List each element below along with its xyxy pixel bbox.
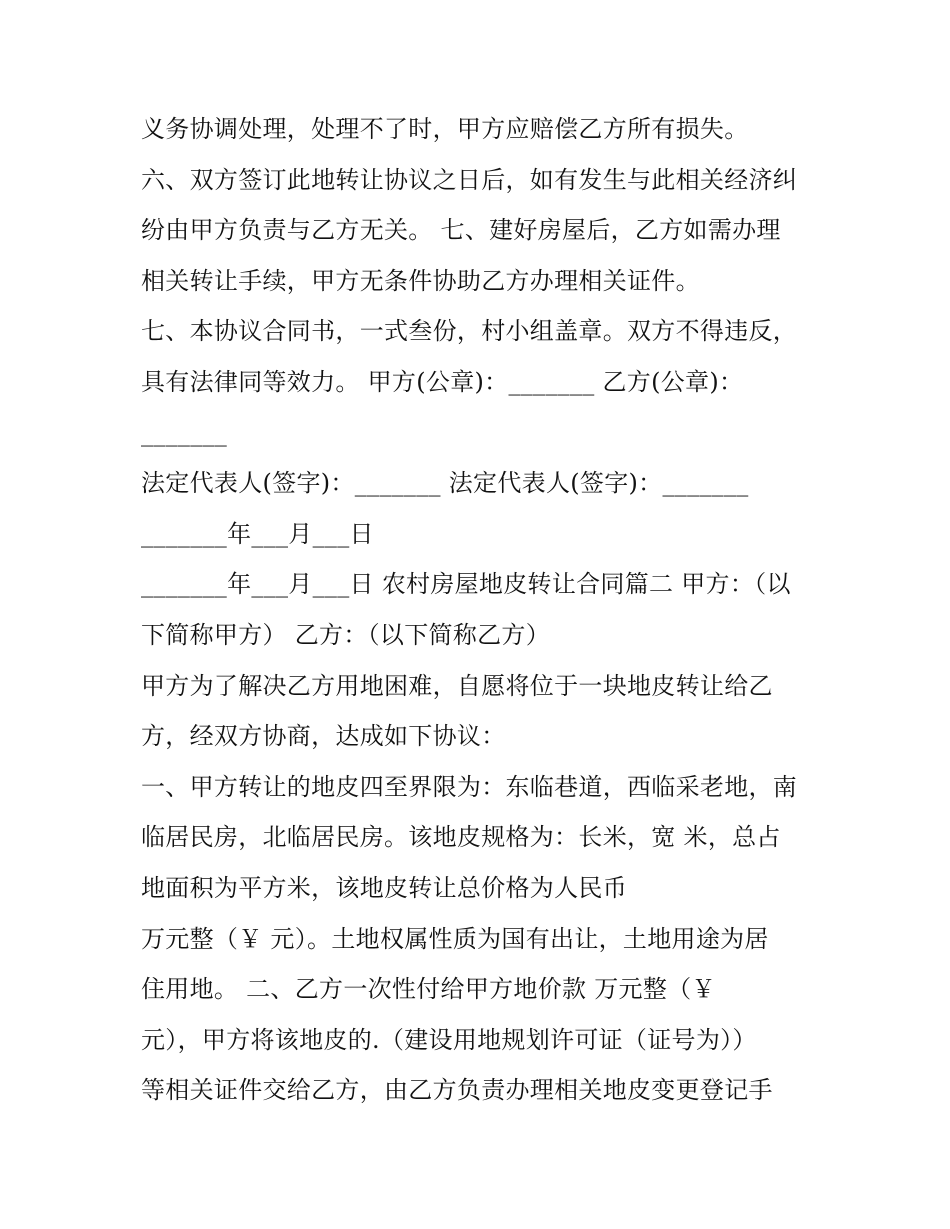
text-line: 等相关证件交给乙方，由乙方负责办理相关地皮变更登记手	[141, 1076, 773, 1105]
contract-text	[141, 104, 821, 1116]
text-line: 元），甲方将该地皮的.（建设用地规划许可证（证号为））	[141, 1025, 757, 1054]
text-line: 临居民房，北临居民房。该地皮规格为：长米，宽 米，总占	[141, 823, 781, 852]
text-line: 纷由甲方负责与乙方无关。 七、建好房屋后，乙方如需办理	[141, 216, 781, 245]
text-line: _______年___月___日 农村房屋地皮转让合同篇二 甲方：（以	[141, 570, 791, 599]
text-line: 方，经双方协商，达成如下协议：	[141, 722, 506, 751]
text-line: _______	[141, 418, 228, 447]
text-line: 六、双方签订此地转让协议之日后，如有发生与此相关经济纠	[141, 165, 798, 194]
text-line: 下简称甲方） 乙方：（以下简称乙方）	[141, 620, 551, 649]
text-line: 甲方为了解决乙方用地困难，自愿将位于一块地皮转让给乙	[141, 671, 773, 700]
text-line: _______年___月___日	[141, 519, 374, 548]
text-line: 相关转让手续，甲方无条件协助乙方办理相关证件。	[141, 266, 700, 295]
text-line: 万元整（￥ 元）。土地权属性质为国有出让，土地用途为居	[141, 924, 769, 953]
text-line: 义务协调处理，处理不了时，甲方应赔偿乙方所有损失。	[141, 115, 749, 143]
text-line: 法定代表人(签字)：_______ 法定代表人(签字)：_______	[141, 469, 749, 498]
text-line: 地面积为平方米，该地皮转让总价格为人民币	[141, 873, 627, 902]
text-line: 一、甲方转让的地皮四至界限为：东临巷道，西临采老地，南	[141, 772, 798, 801]
text-line: 住用地。 二、乙方一次性付给甲方地价款 万元整（￥	[141, 975, 716, 1004]
text-line: 七、本协议合同书，一式叁份，村小组盖章。双方不得违反，	[141, 317, 798, 346]
text-line: 具有法律同等效力。 甲方(公章)：_______ 乙方(公章)：	[141, 367, 744, 396]
